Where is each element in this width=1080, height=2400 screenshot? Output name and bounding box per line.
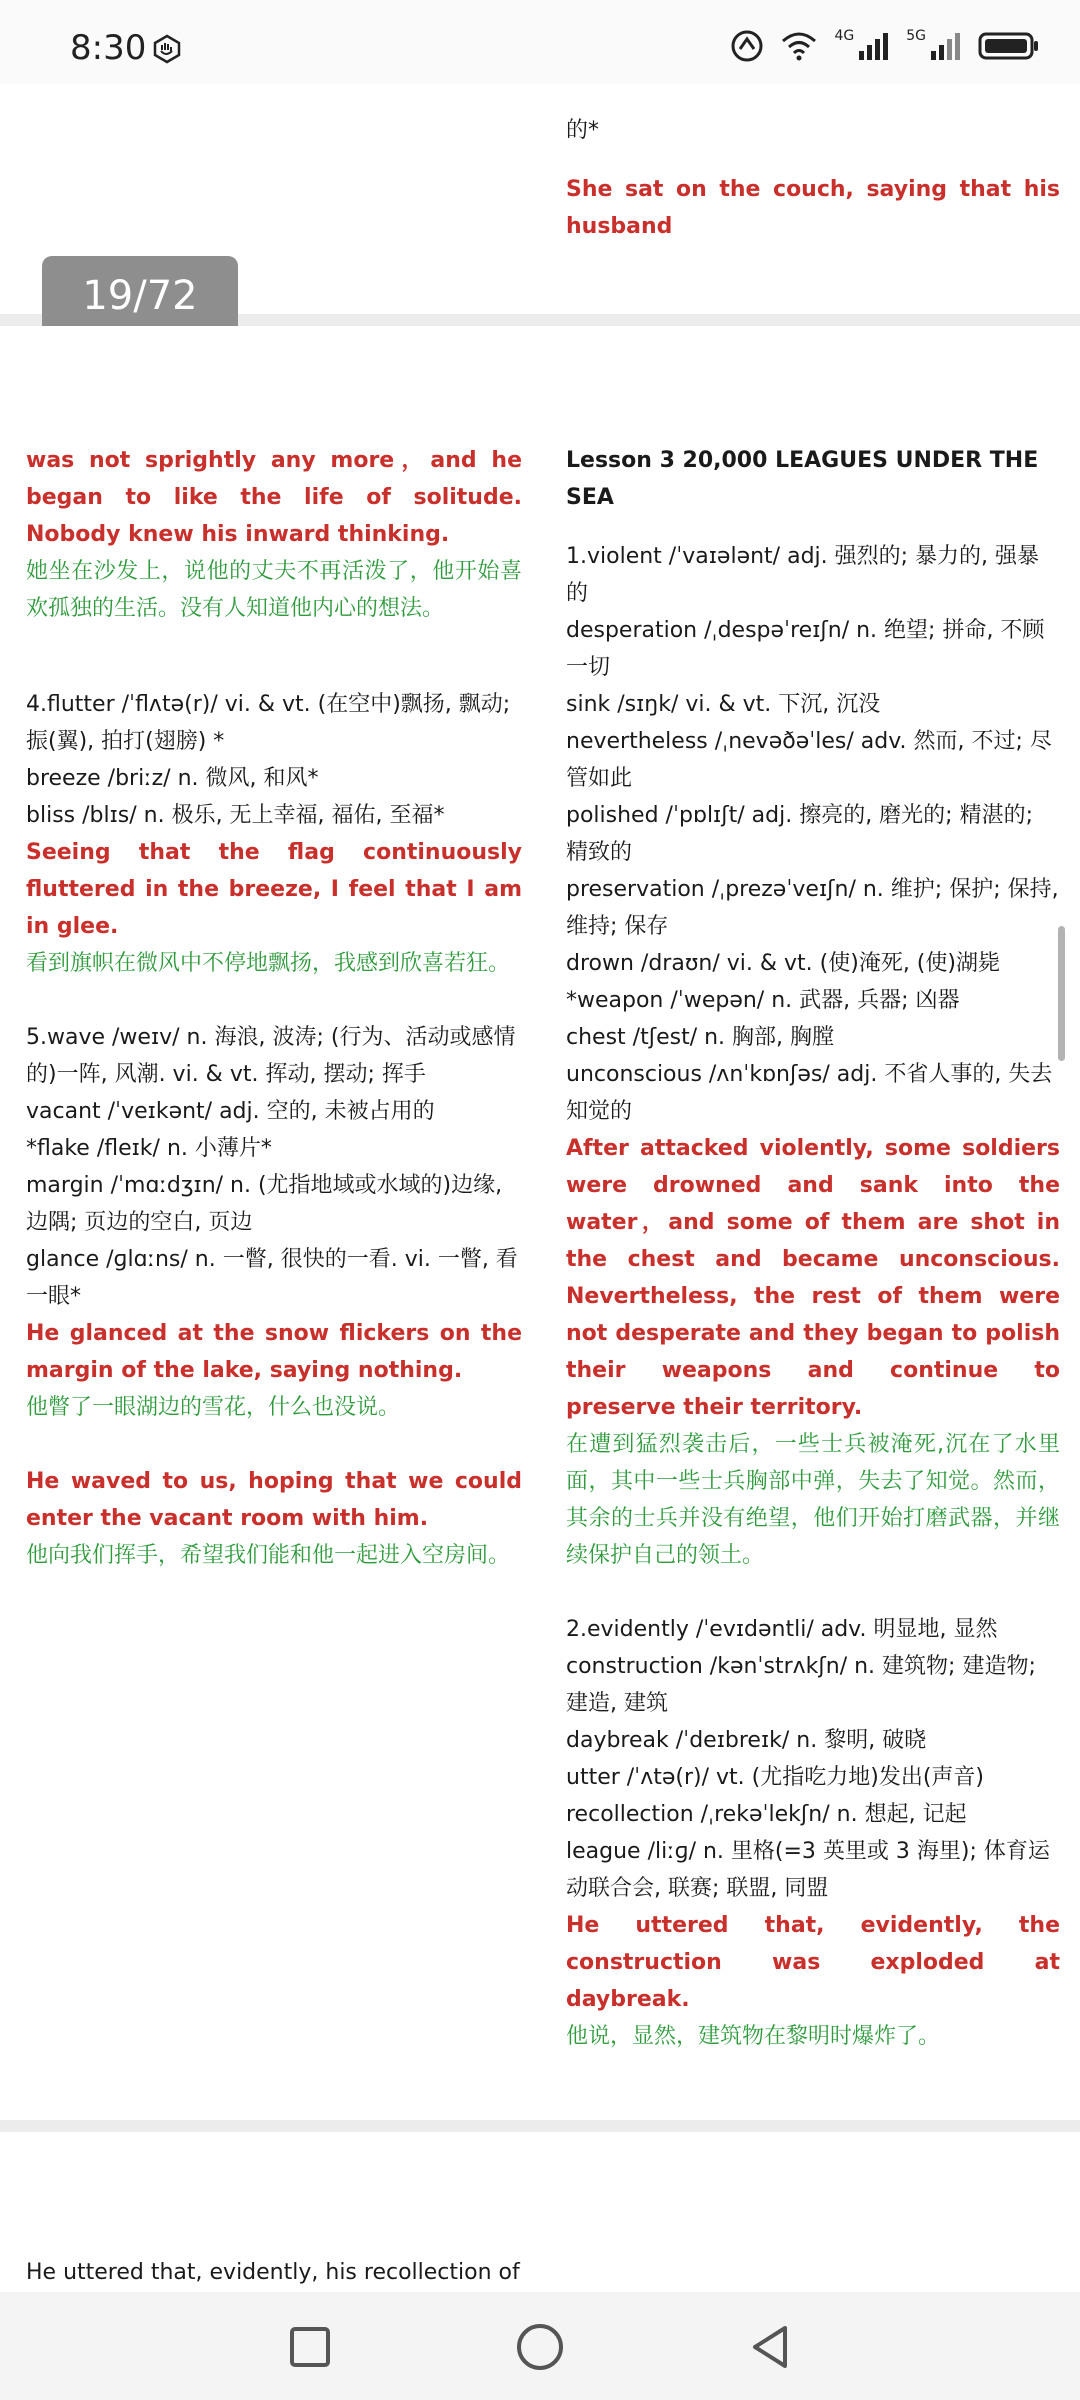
recent-apps-button[interactable] bbox=[275, 2312, 345, 2382]
left-column bbox=[26, 442, 522, 1574]
home-icon bbox=[514, 2321, 566, 2373]
vocab-entry: league /liːɡ/ n. 里格(=3 英里或 3 海里); 体育运动联合会, 联赛; 联盟, 同盟 bbox=[566, 1839, 1050, 1901]
example-sentence-en: Seeing that the flag continuously fluttered in the breeze, I feel that I am in glee. bbox=[26, 840, 522, 939]
example-sentence-cn: 他瞥了一眼湖边的雪花，什么也没说。 bbox=[26, 1395, 401, 1420]
example-sentence-cn: 在遭到猛烈袭击后，一些士兵被淹死,沉在了水里面，其中一些士兵胸部中弹，失去了知觉。然而，其余的士兵并没有绝望，他们开始打磨武器，并继续保护自己的领土。 bbox=[566, 1432, 1060, 1568]
cut-text: He uttered that, evidently, his recollection of bbox=[26, 2260, 520, 2285]
back-button[interactable] bbox=[735, 2312, 805, 2382]
example-sentence-en: She sat on the couch, saying that his husband bbox=[566, 177, 1060, 239]
data-saver-icon bbox=[730, 29, 764, 63]
page-counter: 19/72 bbox=[42, 256, 238, 336]
vocab-entry: 5.wave /weɪv/ n. 海浪, 波涛; (行为、活动或感情的)一阵, 风潮. vi. & vt. 挥动, 摆动; 挥手 bbox=[26, 1025, 516, 1087]
scrollbar-thumb[interactable] bbox=[1058, 926, 1065, 1061]
vocab-entry: 1.violent /ˈvaɪələnt/ adj. 强烈的; 暴力的, 强暴的 bbox=[566, 544, 1040, 606]
page-current[interactable] bbox=[0, 326, 1080, 2120]
signal-icon bbox=[858, 31, 890, 61]
back-icon bbox=[745, 2322, 795, 2372]
vocab-entry: *weapon /ˈwepən/ n. 武器, 兵器; 凶器 bbox=[566, 988, 960, 1013]
example-sentence-en: He uttered that, evidently, the construction was exploded at daybreak. bbox=[566, 1913, 1060, 2012]
vocab-entry: utter /ˈʌtə(r)/ vt. (尤指吃力地)发出(声音) bbox=[566, 1765, 984, 1790]
example-sentence-en: was not sprightly any more，and he began to like the life of solitude. Nobody knew his inward thinking. bbox=[26, 448, 522, 547]
vocab-entry: sink /sɪŋk/ vi. & vt. 下沉, 沉没 bbox=[566, 692, 881, 717]
example-sentence-en: He waved to us, hoping that we could enter the vacant room with him. bbox=[26, 1469, 522, 1531]
vocab-entry: glance /ɡlɑːns/ n. 一瞥, 很快的一看. vi. 一瞥, 看一眼* bbox=[26, 1247, 518, 1309]
vocab-entry: 2.evidently /ˈevɪdəntli/ adv. 明显地, 显然 bbox=[566, 1617, 998, 1642]
vocab-entry: daybreak /ˈdeɪbreɪk/ n. 黎明, 破晓 bbox=[566, 1728, 927, 1753]
vocab-entry: recollection /ˌrekəˈlekʃn/ n. 想起, 记起 bbox=[566, 1802, 967, 1827]
vocab-entry: breeze /briːz/ n. 微风, 和风* bbox=[26, 766, 319, 791]
vocab-entry: construction /kənˈstrʌkʃn/ n. 建筑物; 建造物; 建造, 建筑 bbox=[566, 1654, 1036, 1716]
page-next bbox=[0, 2132, 1080, 2292]
navigation-bar bbox=[0, 2292, 1080, 2400]
vocab-entry: chest /tʃest/ n. 胸部, 胸膛 bbox=[566, 1025, 835, 1050]
status-time: 8:30 bbox=[70, 28, 147, 68]
vocab-entry: polished /ˈpɒlɪʃt/ adj. 擦亮的, 磨光的; 精湛的; 精致的 bbox=[566, 803, 1033, 865]
lesson-title: Lesson 3 20,000 LEAGUES UNDER THE SEA bbox=[566, 448, 1039, 510]
example-sentence-en: After attacked violently, some soldiers were drowned and sank into the water，and some of them are shot in the chest and became unconscious. Nevertheless, the rest of them were not desperate and they began to polish their weapons and continue to preserve their territory. bbox=[566, 1136, 1060, 1420]
wifi-icon bbox=[780, 31, 818, 61]
vocab-entry: drown /draʊn/ vi. & vt. (使)淹死, (使)湖毙 bbox=[566, 951, 1000, 976]
network-label-4g: 4G bbox=[834, 28, 855, 44]
vocab-entry: nevertheless /ˌnevəðəˈles/ adv. 然而, 不过; 尽管如此 bbox=[566, 729, 1052, 791]
cut-text: 的* bbox=[566, 118, 600, 143]
right-column bbox=[566, 442, 1060, 2055]
example-sentence-cn: 他向我们挥手，希望我们能和他一起进入空房间。 bbox=[26, 1543, 511, 1568]
example-sentence-cn: 他说，显然，建筑物在黎明时爆炸了。 bbox=[566, 2024, 941, 2049]
vocab-entry: desperation /ˌdespəˈreɪʃn/ n. 绝望; 拼命, 不顾一切 bbox=[566, 618, 1045, 680]
vocab-entry: bliss /blɪs/ n. 极乐, 无上幸福, 福佑, 至福* bbox=[26, 803, 445, 828]
vocab-entry: margin /ˈmɑːdʒɪn/ n. (尤指地域或水域的)边缘, 边隅; 页边的空白, 页边 bbox=[26, 1173, 503, 1235]
battery-icon bbox=[978, 31, 1040, 61]
vocab-entry: preservation /ˌprezəˈveɪʃn/ n. 维护; 保护; 保持, 维持; 保存 bbox=[566, 877, 1059, 939]
vocab-entry: vacant /ˈveɪkənt/ adj. 空的, 未被占用的 bbox=[26, 1099, 435, 1124]
example-sentence-cn: 看到旗帜在微风中不停地飘扬，我感到欣喜若狂。 bbox=[26, 951, 511, 976]
vocab-entry: 4.flutter /ˈflʌtə(r)/ vi. & vt. (在空中)飘扬, 飘动; 振(翼), 拍打(翅膀) * bbox=[26, 692, 511, 754]
example-sentence-en: He glanced at the snow flickers on the margin of the lake, saying nothing. bbox=[26, 1321, 522, 1383]
recent-apps-icon bbox=[286, 2323, 334, 2371]
network-label-5g: 5G bbox=[906, 28, 926, 44]
example-sentence-cn: 她坐在沙发上，说他的丈夫不再活泼了，他开始喜欢孤独的生活。没有人知道他内心的想法。 bbox=[26, 559, 522, 621]
vocab-entry: *flake /fleɪk/ n. 小薄片* bbox=[26, 1136, 272, 1161]
status-bar bbox=[0, 0, 1080, 84]
home-button[interactable] bbox=[505, 2312, 575, 2382]
signal-icon bbox=[930, 31, 962, 61]
vocab-entry: unconscious /ʌnˈkɒnʃəs/ adj. 不省人事的, 失去知觉的 bbox=[566, 1062, 1053, 1124]
hexagon-icon bbox=[152, 34, 182, 64]
